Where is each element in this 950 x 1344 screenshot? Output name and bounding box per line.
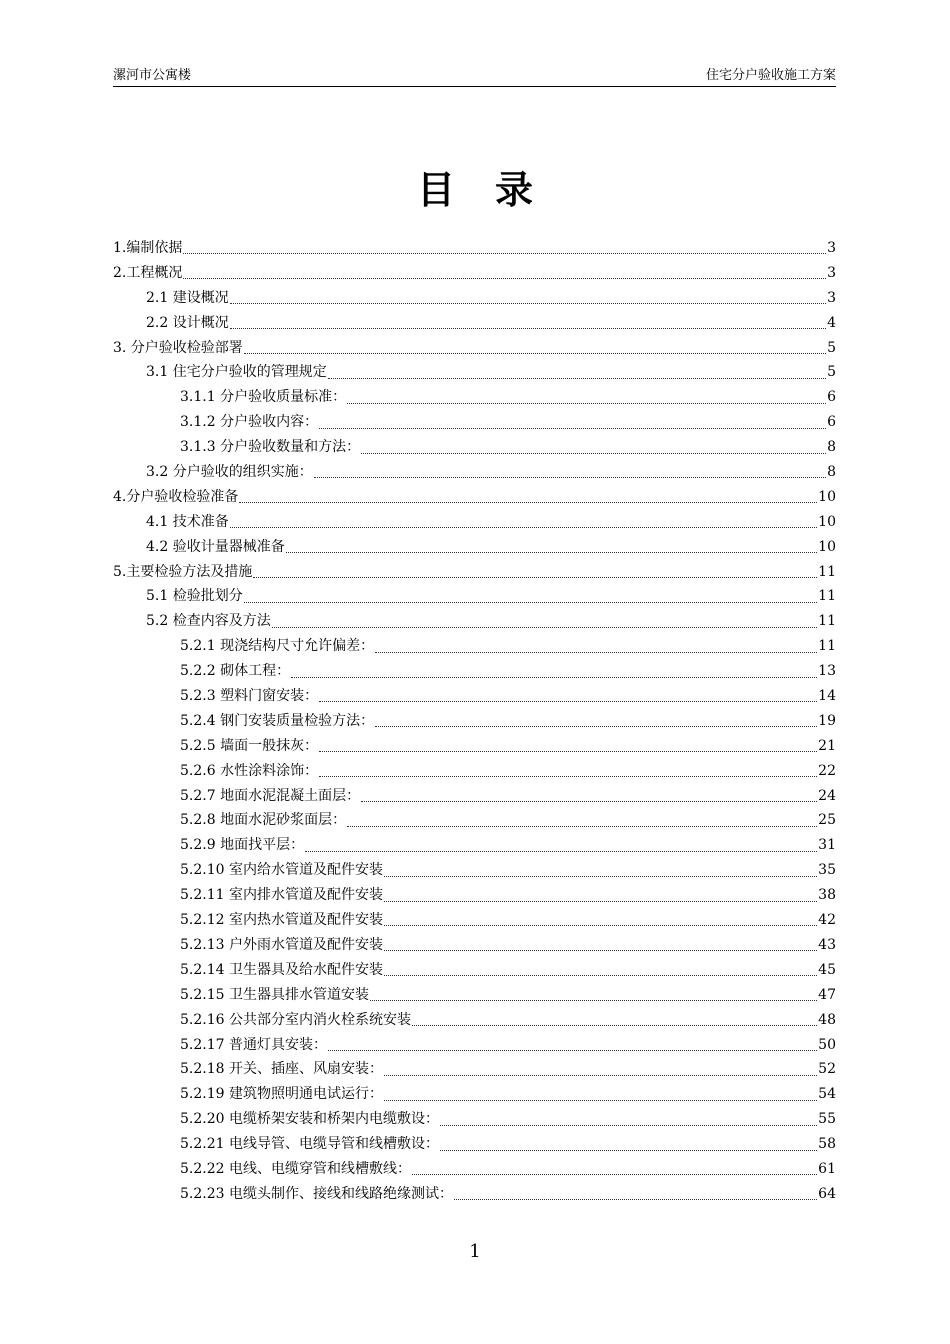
toc-entry[interactable] bbox=[113, 584, 836, 609]
toc-entry-label: 5.2.21 电线导管、电缆导管和线槽敷设： bbox=[180, 1136, 439, 1153]
toc-entry-label: 5.2.17 普通灯具安装： bbox=[180, 1036, 327, 1053]
toc-leader-dots bbox=[347, 825, 817, 827]
toc-entry-label: 5.2.11 室内排水管道及配件安装 bbox=[180, 887, 383, 904]
toc-entry[interactable] bbox=[113, 933, 836, 958]
toc-entry[interactable] bbox=[113, 385, 836, 410]
toc-entry-label: 5.1 检验批划分 bbox=[146, 588, 243, 605]
toc-entry[interactable] bbox=[113, 261, 836, 286]
toc-entry-page: 5 bbox=[827, 339, 836, 356]
toc-entry[interactable] bbox=[113, 560, 836, 585]
toc-entry-label: 3.2 分户验收的组织实施： bbox=[146, 464, 313, 481]
toc-entry[interactable] bbox=[113, 1132, 836, 1157]
toc-entry-label: 5.2.7 地面水泥混凝土面层： bbox=[180, 787, 361, 804]
toc-entry-page: 14 bbox=[818, 688, 836, 705]
toc-leader-dots bbox=[328, 377, 826, 379]
toc-entry[interactable] bbox=[113, 1033, 836, 1058]
toc-entry-label: 5.2.13 户外雨水管道及配件安装 bbox=[180, 936, 383, 953]
toc-entry[interactable] bbox=[113, 958, 836, 983]
toc-entry-label: 3.1.3 分户验收数量和方法： bbox=[180, 439, 361, 456]
table-of-contents bbox=[113, 236, 836, 1207]
page-title: 目录 bbox=[416, 167, 573, 212]
toc-entry[interactable] bbox=[113, 983, 836, 1008]
toc-leader-dots bbox=[384, 1099, 817, 1101]
toc-entry-page: 8 bbox=[827, 464, 836, 481]
toc-entry[interactable] bbox=[113, 336, 836, 361]
toc-entry-label: 5.2.2 砌体工程： bbox=[180, 663, 291, 680]
toc-entry-label: 3.1 住宅分户验收的管理规定 bbox=[146, 364, 327, 381]
toc-leader-dots bbox=[305, 850, 817, 852]
toc-leader-dots bbox=[272, 626, 817, 628]
toc-entry-label: 5.2.10 室内给水管道及配件安装 bbox=[180, 862, 383, 879]
toc-entry-page: 19 bbox=[818, 712, 836, 729]
toc-leader-dots bbox=[230, 302, 826, 304]
toc-leader-dots bbox=[319, 700, 817, 702]
toc-leader-dots bbox=[412, 1173, 817, 1175]
toc-leader-dots bbox=[440, 1149, 817, 1151]
toc-leader-dots bbox=[286, 551, 817, 553]
toc-entry[interactable] bbox=[113, 1182, 836, 1207]
toc-leader-dots bbox=[347, 402, 826, 404]
toc-entry-page: 58 bbox=[818, 1136, 836, 1153]
toc-entry-label: 4.分户验收检验准备 bbox=[113, 488, 239, 505]
toc-entry[interactable] bbox=[113, 1008, 836, 1033]
toc-entry-page: 5 bbox=[827, 364, 836, 381]
toc-leader-dots bbox=[361, 800, 817, 802]
toc-leader-dots bbox=[291, 676, 817, 678]
toc-entry-page: 35 bbox=[818, 862, 836, 879]
toc-leader-dots bbox=[314, 476, 826, 478]
toc-entry-label: 5.2.4 钢门安装质量检验方法： bbox=[180, 712, 375, 729]
toc-leader-dots bbox=[384, 949, 817, 951]
toc-leader-dots bbox=[253, 576, 817, 578]
toc-leader-dots bbox=[440, 1124, 817, 1126]
toc-entry[interactable] bbox=[113, 883, 836, 908]
toc-entry[interactable] bbox=[113, 634, 836, 659]
toc-leader-dots bbox=[230, 327, 826, 329]
toc-leader-dots bbox=[361, 452, 826, 454]
header-right-text: 住宅分户验收施工方案 bbox=[705, 68, 836, 83]
toc-leader-dots bbox=[239, 501, 817, 503]
toc-entry-page: 61 bbox=[818, 1160, 836, 1177]
toc-leader-dots bbox=[384, 1074, 817, 1076]
toc-entry-page: 31 bbox=[818, 837, 836, 854]
toc-entry-page: 43 bbox=[818, 936, 836, 953]
toc-entry[interactable] bbox=[113, 759, 836, 784]
toc-entry-page: 47 bbox=[818, 986, 836, 1003]
page-number: 1 bbox=[469, 1241, 481, 1262]
toc-leader-dots bbox=[183, 277, 826, 279]
toc-leader-dots bbox=[384, 875, 817, 877]
toc-entry-page: 3 bbox=[827, 264, 836, 281]
header-left-text: 漯河市公寓楼 bbox=[113, 68, 192, 83]
toc-entry-label: 2.工程概况 bbox=[113, 264, 183, 281]
toc-entry-page: 6 bbox=[827, 414, 836, 431]
toc-entry[interactable] bbox=[113, 535, 836, 560]
toc-entry-label: 5.2.5 墙面一般抹灰： bbox=[180, 737, 319, 754]
toc-leader-dots bbox=[454, 1198, 817, 1200]
toc-leader-dots bbox=[370, 999, 817, 1001]
toc-leader-dots bbox=[244, 352, 826, 354]
toc-entry-page: 25 bbox=[818, 812, 836, 829]
toc-leader-dots bbox=[384, 900, 817, 902]
toc-entry[interactable] bbox=[113, 709, 836, 734]
toc-entry[interactable] bbox=[113, 684, 836, 709]
toc-leader-dots bbox=[319, 775, 817, 777]
toc-entry-page: 38 bbox=[818, 887, 836, 904]
toc-entry-page: 6 bbox=[827, 389, 836, 406]
toc-entry-page: 45 bbox=[818, 961, 836, 978]
toc-entry-page: 48 bbox=[818, 1011, 836, 1028]
toc-entry[interactable] bbox=[113, 1082, 836, 1107]
page-header bbox=[113, 66, 836, 87]
toc-entry-page: 11 bbox=[818, 613, 836, 630]
toc-entry-page: 11 bbox=[818, 638, 836, 655]
toc-entry-label: 3.1.1 分户验收质量标准： bbox=[180, 389, 347, 406]
toc-leader-dots bbox=[319, 427, 826, 429]
toc-leader-dots bbox=[384, 924, 817, 926]
toc-leader-dots bbox=[384, 974, 817, 976]
toc-entry-page: 55 bbox=[818, 1111, 836, 1128]
toc-entry-label: 5.2.1 现浇结构尺寸允许偏差： bbox=[180, 638, 375, 655]
toc-entry[interactable] bbox=[113, 734, 836, 759]
toc-entry-page: 8 bbox=[827, 439, 836, 456]
toc-entry[interactable] bbox=[113, 1157, 836, 1182]
toc-entry-page: 4 bbox=[827, 314, 836, 331]
toc-entry[interactable] bbox=[113, 460, 836, 485]
toc-entry[interactable] bbox=[113, 286, 836, 311]
toc-entry[interactable] bbox=[113, 784, 836, 809]
toc-entry-page: 21 bbox=[818, 737, 836, 754]
toc-entry-label: 3.1.2 分户验收内容： bbox=[180, 414, 319, 431]
toc-entry[interactable] bbox=[113, 485, 836, 510]
toc-entry-label: 4.1 技术准备 bbox=[146, 513, 229, 530]
toc-entry-label: 5.2.20 电缆桥架安装和桥架内电缆敷设： bbox=[180, 1111, 439, 1128]
toc-leader-dots bbox=[230, 526, 817, 528]
toc-entry-label: 5.2.16 公共部分室内消火栓系统安装 bbox=[180, 1011, 411, 1028]
toc-entry-label: 5.2.23 电缆头制作、接线和线路绝缘测试： bbox=[180, 1185, 453, 1202]
toc-entry[interactable] bbox=[113, 311, 836, 336]
toc-entry[interactable] bbox=[113, 808, 836, 833]
toc-entry[interactable] bbox=[113, 435, 836, 460]
toc-entry-page: 54 bbox=[818, 1086, 836, 1103]
toc-entry-label: 5.2.12 室内热水管道及配件安装 bbox=[180, 912, 383, 929]
toc-entry[interactable] bbox=[113, 659, 836, 684]
toc-leader-dots bbox=[244, 601, 817, 603]
toc-entry-label: 5.2.18 开关、插座、风扇安装： bbox=[180, 1061, 383, 1078]
toc-leader-dots bbox=[319, 750, 817, 752]
toc-entry[interactable] bbox=[113, 510, 836, 535]
toc-entry-label: 1.编制依据 bbox=[113, 240, 183, 256]
toc-entry-page: 10 bbox=[818, 488, 836, 505]
toc-entry[interactable] bbox=[113, 410, 836, 435]
toc-entry-label: 5.2.22 电线、电缆穿管和线槽敷线： bbox=[180, 1160, 411, 1177]
toc-entry-label: 2.2 设计概况 bbox=[146, 314, 229, 331]
toc-entry[interactable] bbox=[113, 833, 836, 858]
toc-entry-label: 4.2 验收计量器械准备 bbox=[146, 538, 285, 555]
toc-entry-label: 5.2.19 建筑物照明通电试运行： bbox=[180, 1086, 383, 1103]
toc-entry[interactable] bbox=[113, 858, 836, 883]
toc-entry-page: 11 bbox=[818, 588, 836, 605]
toc-entry[interactable] bbox=[113, 609, 836, 634]
toc-entry-label: 5.2.15 卫生器具排水管道安装 bbox=[180, 986, 369, 1003]
toc-entry[interactable] bbox=[113, 236, 836, 261]
toc-leader-dots bbox=[328, 1049, 817, 1051]
toc-entry-page: 64 bbox=[818, 1185, 836, 1202]
toc-entry-label: 5.2.14 卫生器具及给水配件安装 bbox=[180, 961, 383, 978]
toc-entry[interactable] bbox=[113, 1057, 836, 1082]
toc-entry-label: 2.1 建设概况 bbox=[146, 289, 229, 306]
toc-entry-label: 5.2.9 地面找平层： bbox=[180, 837, 305, 854]
toc-entry-page: 52 bbox=[818, 1061, 836, 1078]
toc-leader-dots bbox=[412, 1024, 817, 1026]
toc-entry-page: 24 bbox=[818, 787, 836, 804]
toc-entry-label: 5.主要检验方法及措施 bbox=[113, 563, 253, 580]
toc-entry-page: 22 bbox=[818, 762, 836, 779]
toc-leader-dots bbox=[375, 725, 817, 727]
toc-leader-dots bbox=[183, 252, 826, 254]
toc-entry-label: 5.2.8 地面水泥砂浆面层： bbox=[180, 812, 347, 829]
toc-entry[interactable] bbox=[113, 360, 836, 385]
toc-entry-label: 5.2.6 水性涂料涂饰： bbox=[180, 762, 319, 779]
toc-entry-label: 5.2 检查内容及方法 bbox=[146, 613, 271, 630]
toc-entry[interactable] bbox=[113, 1107, 836, 1132]
toc-entry-page: 11 bbox=[818, 563, 836, 580]
toc-entry[interactable] bbox=[113, 908, 836, 933]
toc-entry-label: 5.2.3 塑料门窗安装： bbox=[180, 688, 319, 705]
toc-entry-page: 3 bbox=[827, 289, 836, 306]
toc-entry-page: 13 bbox=[818, 663, 836, 680]
toc-entry-page: 42 bbox=[818, 912, 836, 929]
toc-entry-page: 10 bbox=[818, 513, 836, 530]
toc-leader-dots bbox=[375, 651, 817, 653]
toc-entry-page: 3 bbox=[827, 240, 836, 256]
toc-entry-label: 3. 分户验收检验部署 bbox=[113, 339, 243, 356]
toc-entry-page: 10 bbox=[818, 538, 836, 555]
toc-entry-page: 50 bbox=[818, 1036, 836, 1053]
